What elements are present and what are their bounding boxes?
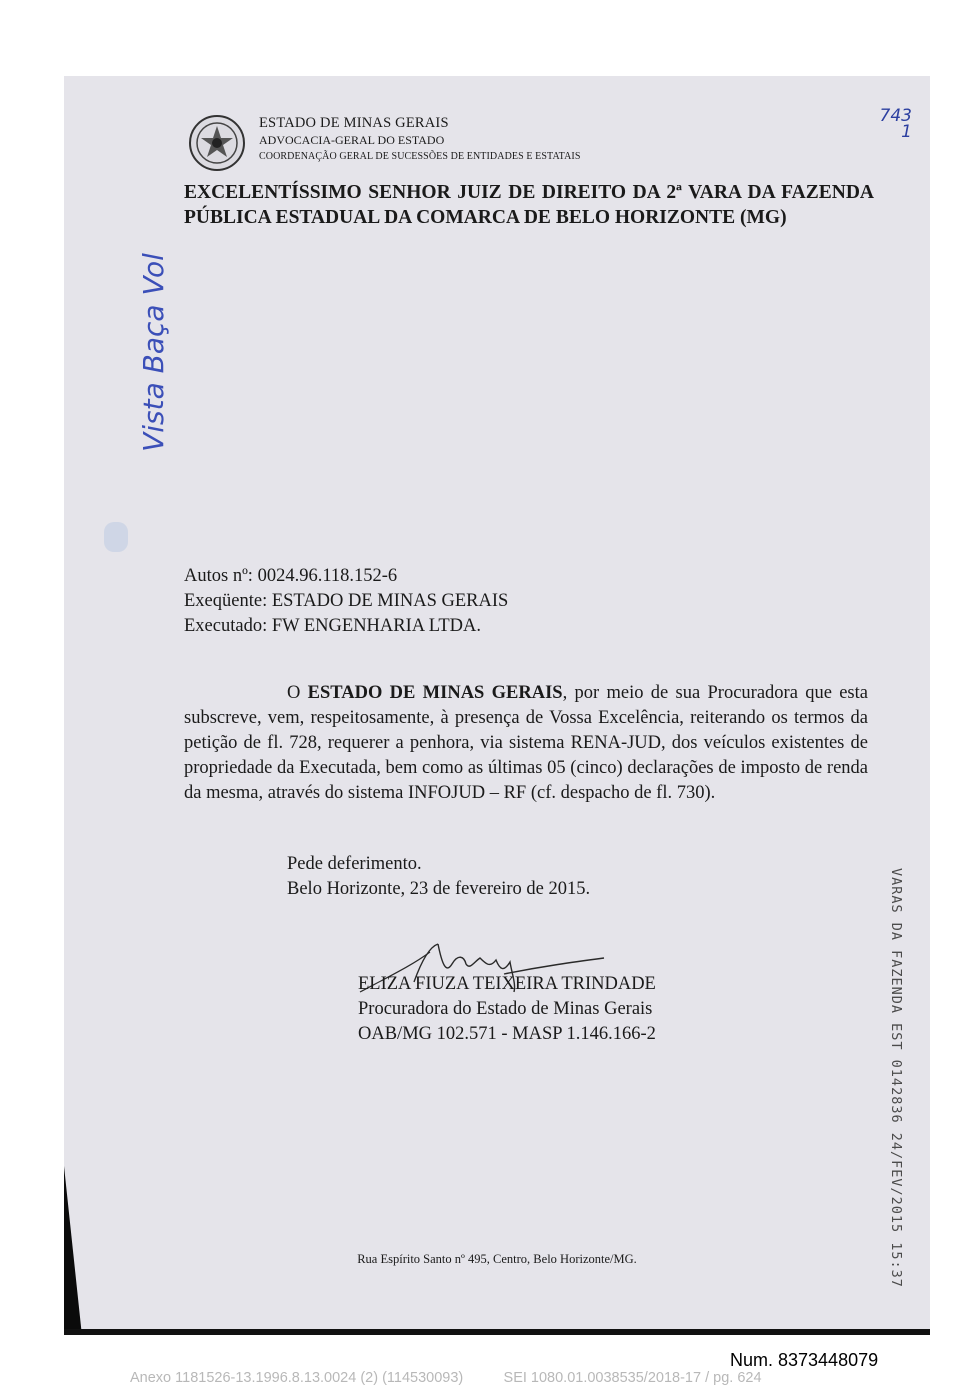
handwritten-page-number: 743 1 [879, 106, 912, 142]
scan-dark-edge [64, 1166, 82, 1335]
signer-ids: OAB/MG 102.571 - MASP 1.146.166-2 [358, 1024, 656, 1044]
petition-party: ESTADO DE MINAS GERAIS [307, 683, 563, 703]
scan-bottom-edge [64, 1329, 930, 1335]
handwritten-margin-note: Vista Baça Vol [136, 253, 170, 452]
signer-role: Procuradora do Estado de Minas Gerais [358, 999, 653, 1019]
letterhead-state: ESTADO DE MINAS GERAIS [259, 115, 449, 131]
case-executado: Executado: FW ENGENHARIA LTDA. [184, 616, 481, 636]
footer-address: Rua Espírito Santo nº 495, Centro, Belo Horizonte/MG. [357, 1252, 637, 1266]
annex-reference: Anexo 1181526-13.1996.8.13.0024 (2) (114530093) SEI 1080.01.0038535/2018-17 / pg. 624 [130, 1370, 762, 1386]
state-coat-of-arms-seal [188, 114, 246, 172]
case-exequente: Exeqüente: ESTADO DE MINAS GERAIS [184, 591, 509, 611]
addressee-heading: EXCELENTÍSSIMO SENHOR JUIZ DE DIREITO DA 2ª VARA DA FAZENDA PÚBLICA ESTADUAL DA COMARCA DE BELO HORIZONTE (MG) [184, 182, 874, 228]
signer-name: ELIZA FIUZA TEIXEIRA TRINDADE [358, 974, 656, 994]
letterhead-agency: ADVOCACIA-GERAL DO ESTADO [259, 133, 445, 147]
scanned-page [64, 76, 930, 1335]
document-number: Num. 8373448079 [730, 1350, 879, 1370]
case-number: Autos nº: 0024.96.118.152-6 [184, 566, 398, 586]
signature-block [358, 972, 656, 1047]
closing-request: Pede deferimento. [287, 854, 422, 874]
closing-date: Belo Horizonte, 23 de fevereiro de 2015. [287, 879, 591, 899]
closing [287, 852, 590, 902]
scan-smudge [104, 522, 128, 552]
letterhead-department: COORDENAÇÃO GERAL DE SUCESSÕES DE ENTIDADES E ESTATAIS [259, 151, 581, 162]
petition-body: O ESTADO DE MINAS GERAIS, por meio de sua Procuradora que esta subscreve, vem, respeitosamente, à presença de Vossa Excelência, reiterando os termos da petição de fl. 728, requerer a penhora, via sistema RENA-JUD, dos veículos existentes de propriedade da Executada, bem como as últimas 05 (cinco) declarações de imposto de renda da mesma, através do sistema INFOJUD – RF (cf. despacho de fl. 730). [184, 683, 868, 803]
case-info [184, 564, 508, 639]
protocol-stamp: VARAS DA FAZENDA EST 0142836 24/FEV/2015 15:37 [888, 868, 904, 1288]
letterhead [259, 114, 581, 165]
